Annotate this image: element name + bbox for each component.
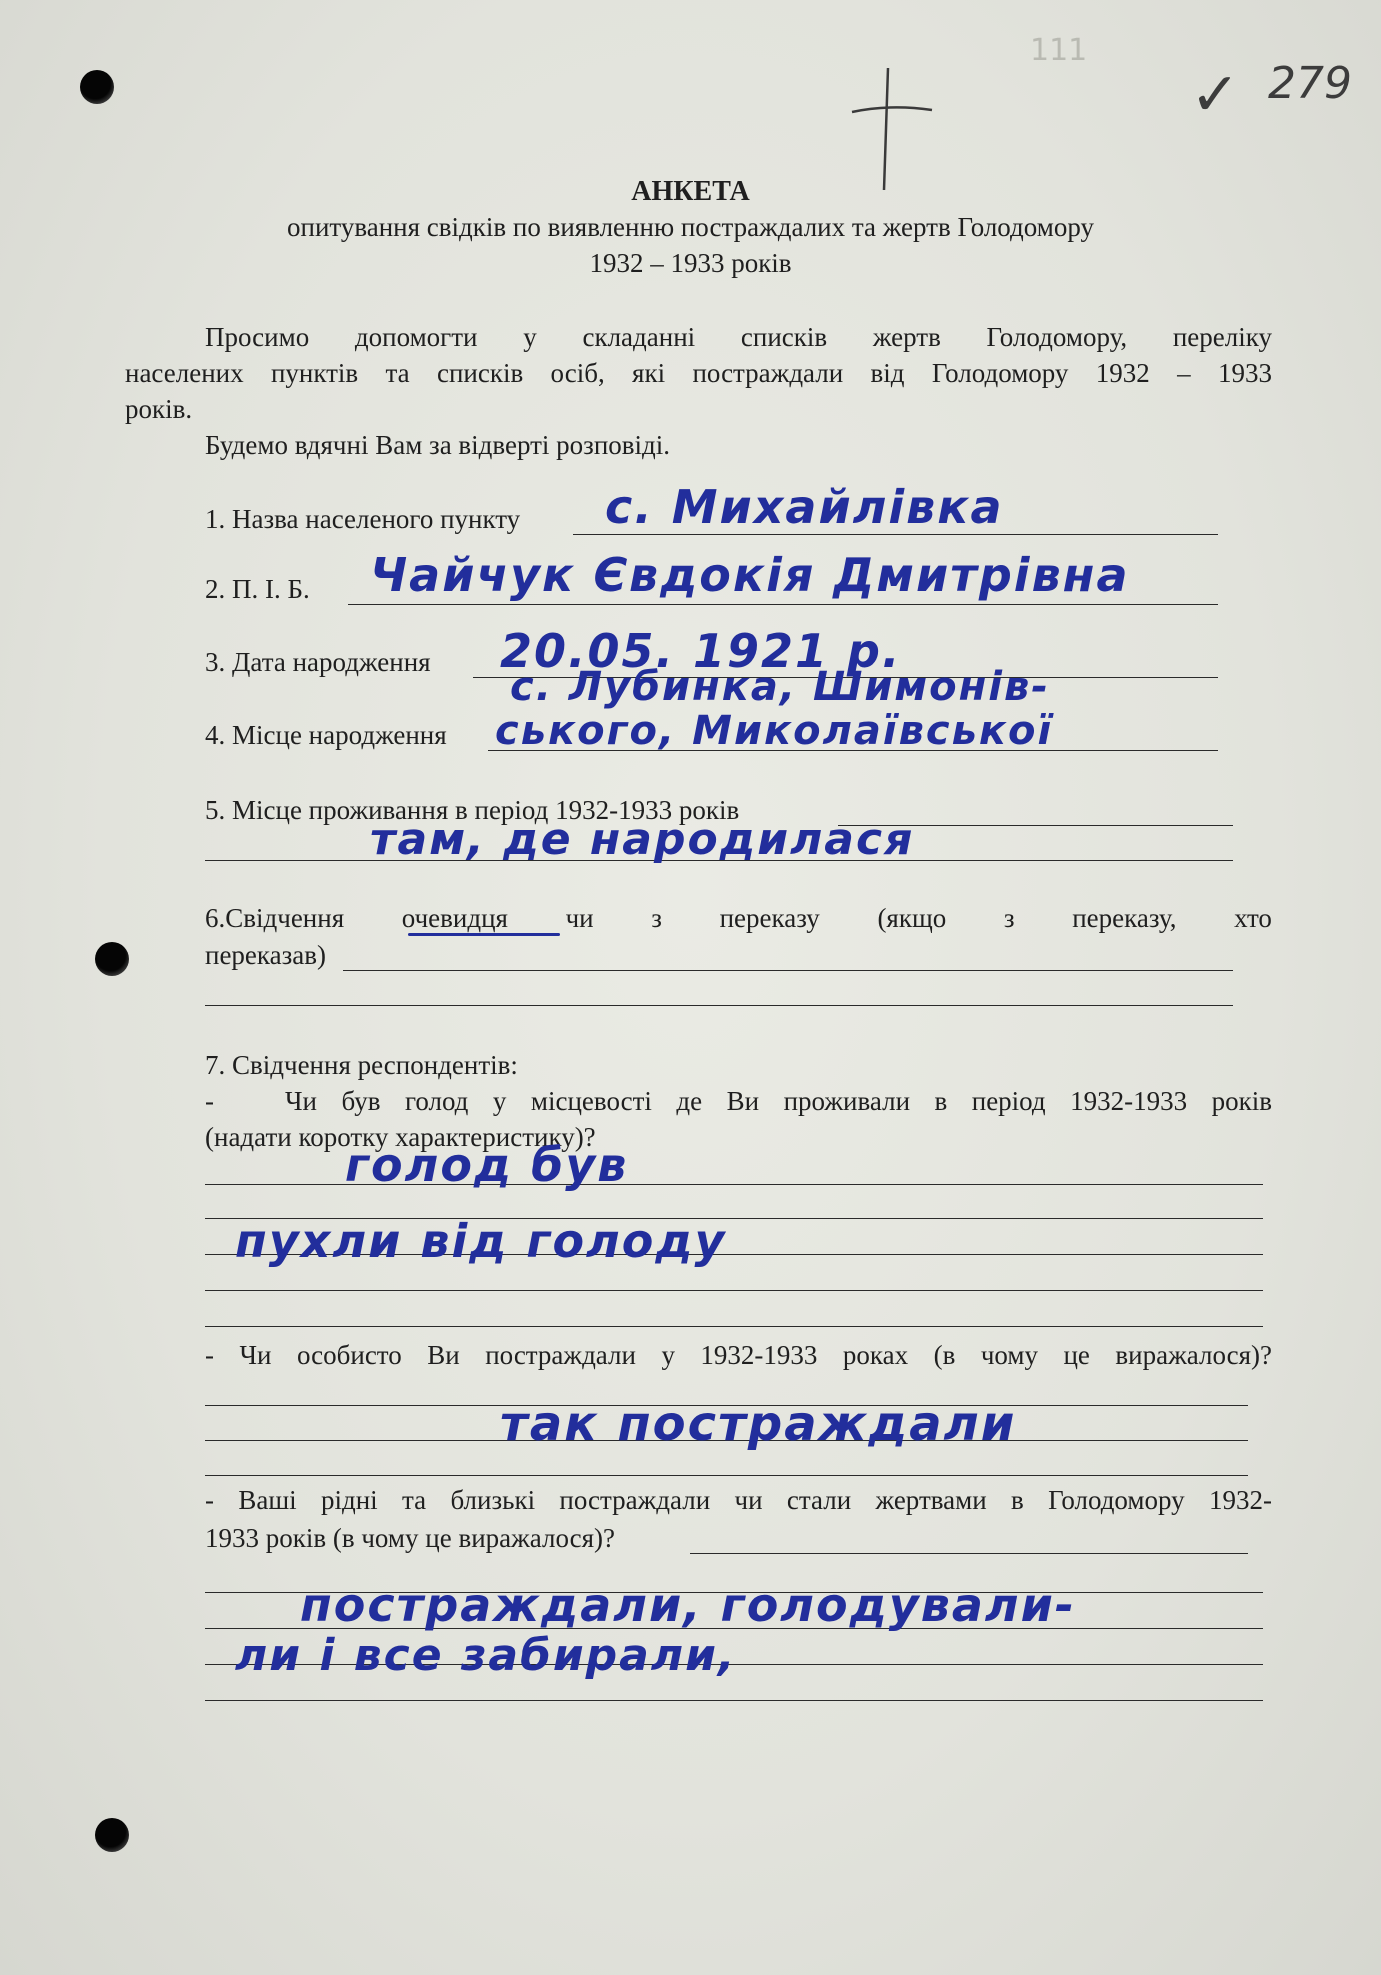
intro-line-1: Просимо допомогти у складанні списків жертв Голодомору, переліку <box>205 322 1272 352</box>
form-years: 1932 – 1933 років <box>589 248 792 278</box>
testimony-word: хто <box>1234 903 1272 933</box>
birth-place-answer-line-2: ського, Миколаївської <box>495 708 1054 754</box>
intro-line-3: років. <box>125 394 193 424</box>
testimony-word: чи <box>565 903 594 933</box>
punch-hole-top <box>80 70 114 104</box>
testimony-label-line-1 <box>205 905 1272 932</box>
q1-answer-line-4 <box>205 1290 1263 1291</box>
testimony-option-retold: переказу <box>719 903 820 933</box>
residence-answer: там, де народилася <box>370 814 915 865</box>
q3-answer-2: ли і все забирали, <box>235 1630 737 1681</box>
settlement-answer: с. Михайлівка <box>605 480 1004 534</box>
q1-answer-line-5 <box>205 1326 1263 1327</box>
name-label: 2. П. І. Б. <box>205 574 310 604</box>
settlement-label: 1. Назва населеного пункту <box>205 504 521 534</box>
punch-hole-middle <box>95 942 129 976</box>
testimony-line-1 <box>343 970 1233 971</box>
q3-line-1: - Ваші рідні та близькі постраждали чи стали жертвами в Голодомору 1932- <box>205 1485 1272 1515</box>
punch-hole-bottom <box>95 1818 129 1852</box>
q1-line-2: (надати коротку характеристику)? <box>205 1122 596 1152</box>
intro-thanks: Будемо вдячні Вам за відверті розповіді. <box>205 430 671 460</box>
name-line <box>348 604 1218 605</box>
pencil-check-mark: ✓ <box>1190 60 1241 130</box>
testimony-word: (якщо <box>877 903 947 933</box>
testimony-word: з <box>651 903 662 933</box>
q2-question: - Чи особисто Ви постраждали у 1932-1933 роках (в чому це виражалося)? <box>205 1340 1272 1370</box>
birth-date-label: 3. Дата народження <box>205 647 431 677</box>
q3-answer-1: постраждали, голодували- <box>300 1578 1076 1632</box>
name-answer: Чайчук Євдокія Дмитрівна <box>370 548 1130 602</box>
q1-dash: - <box>205 1086 214 1116</box>
q1-answer-2: пухли від голоду <box>235 1214 727 1268</box>
q2-answer: так постраждали <box>500 1396 1017 1452</box>
archive-number: 279 <box>1268 58 1352 109</box>
birth-date-answer: 20.05. 1921 р. <box>500 624 902 678</box>
testimony-line-2 <box>205 1005 1233 1006</box>
testimony-word: з <box>1003 903 1015 933</box>
q1-line-1: Чи був голод у місцевості де Ви проживали в період 1932-1933 років <box>285 1086 1272 1116</box>
form-title: АНКЕТА <box>631 176 750 207</box>
eyewitness-underline-mark <box>408 933 560 936</box>
settlement-line <box>573 534 1218 535</box>
q3-answer-line-4 <box>205 1700 1263 1701</box>
testimony-word: 6.Свідчення <box>205 903 345 933</box>
form-subtitle: опитування свідків по виявленню постраждалих та жертв Голодомору <box>287 212 1094 242</box>
q2-answer-line-3 <box>205 1475 1248 1476</box>
stamp-faint-number: 111 <box>1030 33 1088 68</box>
respondents-heading: 7. Свідчення респондентів: <box>205 1050 518 1080</box>
intro-line-2: населених пунктів та списків осіб, які постраждали від Голодомору 1932 – 1933 <box>125 358 1272 388</box>
birth-place-answer-line-1: с. Лубинка, Шимонів- <box>510 664 1050 710</box>
residence-label: 5. Місце проживання в період 1932-1933 років <box>205 795 740 825</box>
birth-place-label: 4. Місце народження <box>205 720 447 750</box>
testimony-word: переказу, <box>1072 903 1177 933</box>
testimony-label-line-2: переказав) <box>205 940 326 970</box>
q3-answer-line-0 <box>690 1553 1248 1554</box>
q1-answer-1: голод був <box>345 1138 629 1192</box>
testimony-option-eyewitness: очевидця <box>401 903 508 933</box>
q3-line-2: 1933 років (в чому це виражалося)? <box>205 1523 616 1553</box>
